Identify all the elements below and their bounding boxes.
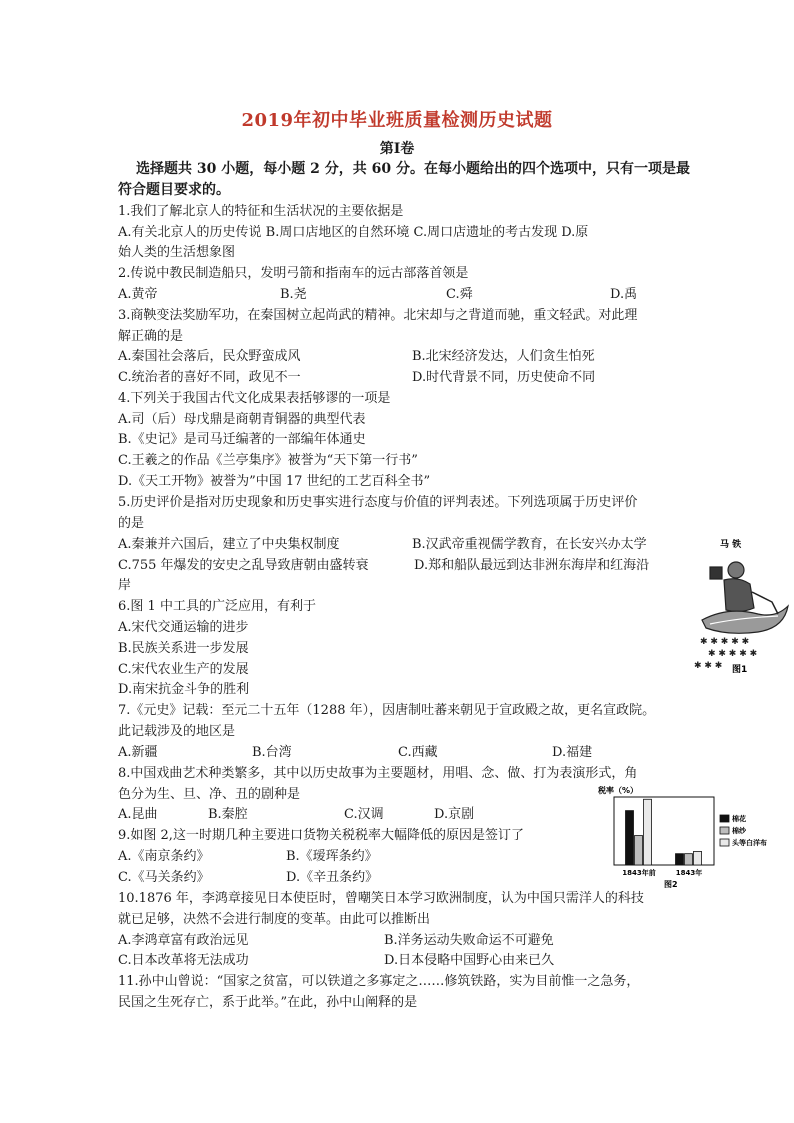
bar-0-1	[635, 836, 643, 865]
svg-text:✱ ✱ ✱: ✱ ✱ ✱	[694, 661, 723, 671]
q6-option-d: D.南宋抗金斗争的胜利	[118, 682, 250, 697]
farmer-illustration	[702, 562, 788, 633]
q5-option-d-cont: 岸	[118, 578, 132, 593]
q9-stem: 9.如图 2,这一时期几种主要进口货物关税税率大幅降低的原因是签订了	[118, 828, 524, 843]
q4-option-b: B.《史记》是司马迁编著的一部编年体通史	[118, 432, 366, 447]
q6-option-b: B.民族关系进一步发展	[118, 641, 249, 656]
q1-options-cont: 始人类的生活想象图	[118, 245, 236, 260]
q5-option-b: B.汉武帝重视儒学教育，在长安兴办太学	[412, 537, 647, 552]
q7-stem: 7.《元史》记载：至元二十五年（1288 年），因唐制吐蕃来朝见于宣政殿之故，更名宣政院。	[118, 703, 656, 718]
figure-1-caption: 图1	[732, 665, 748, 675]
figure-1	[688, 532, 794, 678]
chart-caption: 图2	[664, 880, 678, 889]
q4-option-d: D.《天工开物》被誉为”中国 17 世纪的工艺百科全书”	[118, 474, 431, 489]
q7-option-b: B.台湾	[252, 745, 292, 760]
q10-stem: 10.1876 年，李鸿章接见日本使臣时，曾嘲笑日本学习欧洲制度，认为中国只需洋人的科技	[118, 891, 644, 906]
q1-stem: 1.我们了解北京人的特征和生活状况的主要依据是	[118, 204, 404, 219]
q9-option-b: B.《瑷珲条约》	[286, 849, 378, 864]
tariff-bar-chart	[596, 783, 792, 891]
figure-2-chart	[596, 783, 792, 891]
q2-option-b: B.尧	[280, 287, 307, 302]
q7-stem-cont: 此记载涉及的地区是	[118, 724, 236, 739]
q3-option-c: C.统治者的喜好不同，政见不一	[118, 370, 301, 385]
q11-stem-cont: 民国之生死存亡，系于此举。”在此，孙中山阐释的是	[118, 995, 418, 1010]
q4-option-a: A.司（后）母戊鼎是商朝青铜器的典型代表	[118, 412, 366, 427]
q3-option-a: A.秦国社会落后，民众野蛮成风	[118, 349, 301, 364]
q9-option-a: A.《南京条约》	[118, 849, 210, 864]
figure-1-illustration	[688, 532, 794, 678]
q10-option-a: A.李鸿章富有政治远见	[118, 933, 249, 948]
bar-1-0	[676, 854, 684, 865]
q8-stem: 8.中国戏曲艺术种类繁多，其中以历史故事为主要题材，用唱、念、做、打为表演形式，角	[118, 766, 638, 781]
x-tick-label: 1843年	[675, 869, 703, 877]
q9-option-d: D.《辛丑条约》	[286, 870, 379, 885]
q8-option-c: C.汉调	[344, 807, 384, 822]
q4-stem: 4.下列关于我国古代文化成果表括够谬的一项是	[118, 391, 391, 406]
q1-options: A.有关北京人的历史传说 B.周口店地区的自然环境 C.周口店遗址的考古发现 D.原	[118, 225, 589, 240]
q10-stem-cont: 就已足够，决然不会进行制度的变革。由此可以推断出	[118, 912, 431, 927]
legend-swatch	[720, 815, 729, 822]
q2-option-d: D.禹	[610, 287, 638, 302]
q10-option-d: D.日本侵略中国野心由来已久	[384, 953, 555, 968]
q2-option-a: A.黄帝	[118, 287, 158, 302]
q5-stem-cont: 的是	[118, 516, 145, 531]
q7-option-c: C.西藏	[398, 745, 438, 760]
legend-swatch	[720, 839, 729, 846]
q9-option-c: C.《马关条约》	[118, 870, 210, 885]
q2-option-c: C.舜	[446, 287, 473, 302]
legend-label: 棉花	[732, 815, 746, 823]
x-tick-label: 1843年前	[622, 869, 656, 877]
figure-1-title: 马 铁	[720, 540, 742, 550]
q3-option-b: B.北宋经济发达，人们贪生怕死	[412, 349, 595, 364]
q10-option-c: C.日本改革将无法成功	[118, 953, 249, 968]
legend-label: 棉纱	[732, 827, 746, 835]
legend-label: 头等白洋布	[732, 839, 767, 847]
bar-0-0	[626, 811, 634, 865]
q2-stem: 2.传说中教民制造船只，发明弓箭和指南车的远古部落首领是	[118, 266, 469, 281]
legend-swatch	[720, 827, 729, 834]
svg-text:✱ ✱ ✱ ✱ ✱: ✱ ✱ ✱ ✱ ✱	[700, 637, 750, 647]
q5-option-a: A.秦兼并六国后，建立了中央集权制度	[118, 537, 340, 552]
q4-option-c: C.王羲之的作品《兰亭集序》被誉为“天下第一行书”	[118, 453, 418, 468]
svg-text:✱ ✱ ✱ ✱ ✱: ✱ ✱ ✱ ✱ ✱	[708, 649, 758, 659]
instructions-line-2: 符合题目要求的。	[118, 182, 230, 198]
q8-option-d: D.京剧	[434, 807, 475, 822]
q7-option-a: A.新疆	[118, 745, 158, 760]
q6-option-c: C.宋代农业生产的发展	[118, 662, 249, 677]
bar-0-2	[644, 799, 652, 865]
rice-seedlings-icon	[694, 637, 757, 671]
instructions-line-1: 选择题共 30 小题，每小题 2 分，共 60 分。在每小题给出的四个选项中，只有一项是最	[136, 161, 690, 177]
q6-stem: 6.图 1 中工具的广泛应用，有利于	[118, 599, 316, 614]
q8-option-b: B.秦腔	[208, 807, 248, 822]
q8-stem-cont: 色分为生、旦、净、丑的剧种是	[118, 787, 301, 802]
bar-1-1	[685, 854, 693, 865]
page-title: 2019年初中毕业班质量检测历史试题	[241, 110, 553, 131]
q6-option-a: A.宋代交通运输的进步	[118, 620, 249, 635]
q3-stem-cont: 解正确的是	[118, 329, 184, 344]
q10-option-b: B.洋务运动失败命运不可避免	[384, 933, 554, 948]
chart-y-label: 税率（%）	[598, 786, 639, 795]
section-heading: 第Ⅰ卷	[379, 141, 415, 157]
q7-option-d: D.福建	[552, 745, 593, 760]
q5-option-d: D.郑和船队最远到达非洲东海岸和红海沿	[414, 558, 650, 573]
bar-1-2	[694, 851, 702, 865]
q3-stem: 3.商鞅变法奖励军功，在秦国树立起尚武的精神。北宋却与之背道而驰，重文轻武。对此理	[118, 308, 638, 323]
q11-stem: 11.孙中山曾说：“国家之贫富，可以铁道之多寡定之……修筑铁路，实为目前惟一之急务，	[118, 974, 640, 989]
q5-option-c: C.755 年爆发的安史之乱导致唐朝由盛转衰	[118, 558, 369, 573]
q8-option-a: A.昆曲	[118, 807, 158, 822]
q3-option-d: D.时代背景不同，历史使命不同	[412, 370, 596, 385]
q5-stem: 5.历史评价是指对历史现象和历史事实进行态度与价值的评判表述。下列选项属于历史评价	[118, 495, 638, 510]
